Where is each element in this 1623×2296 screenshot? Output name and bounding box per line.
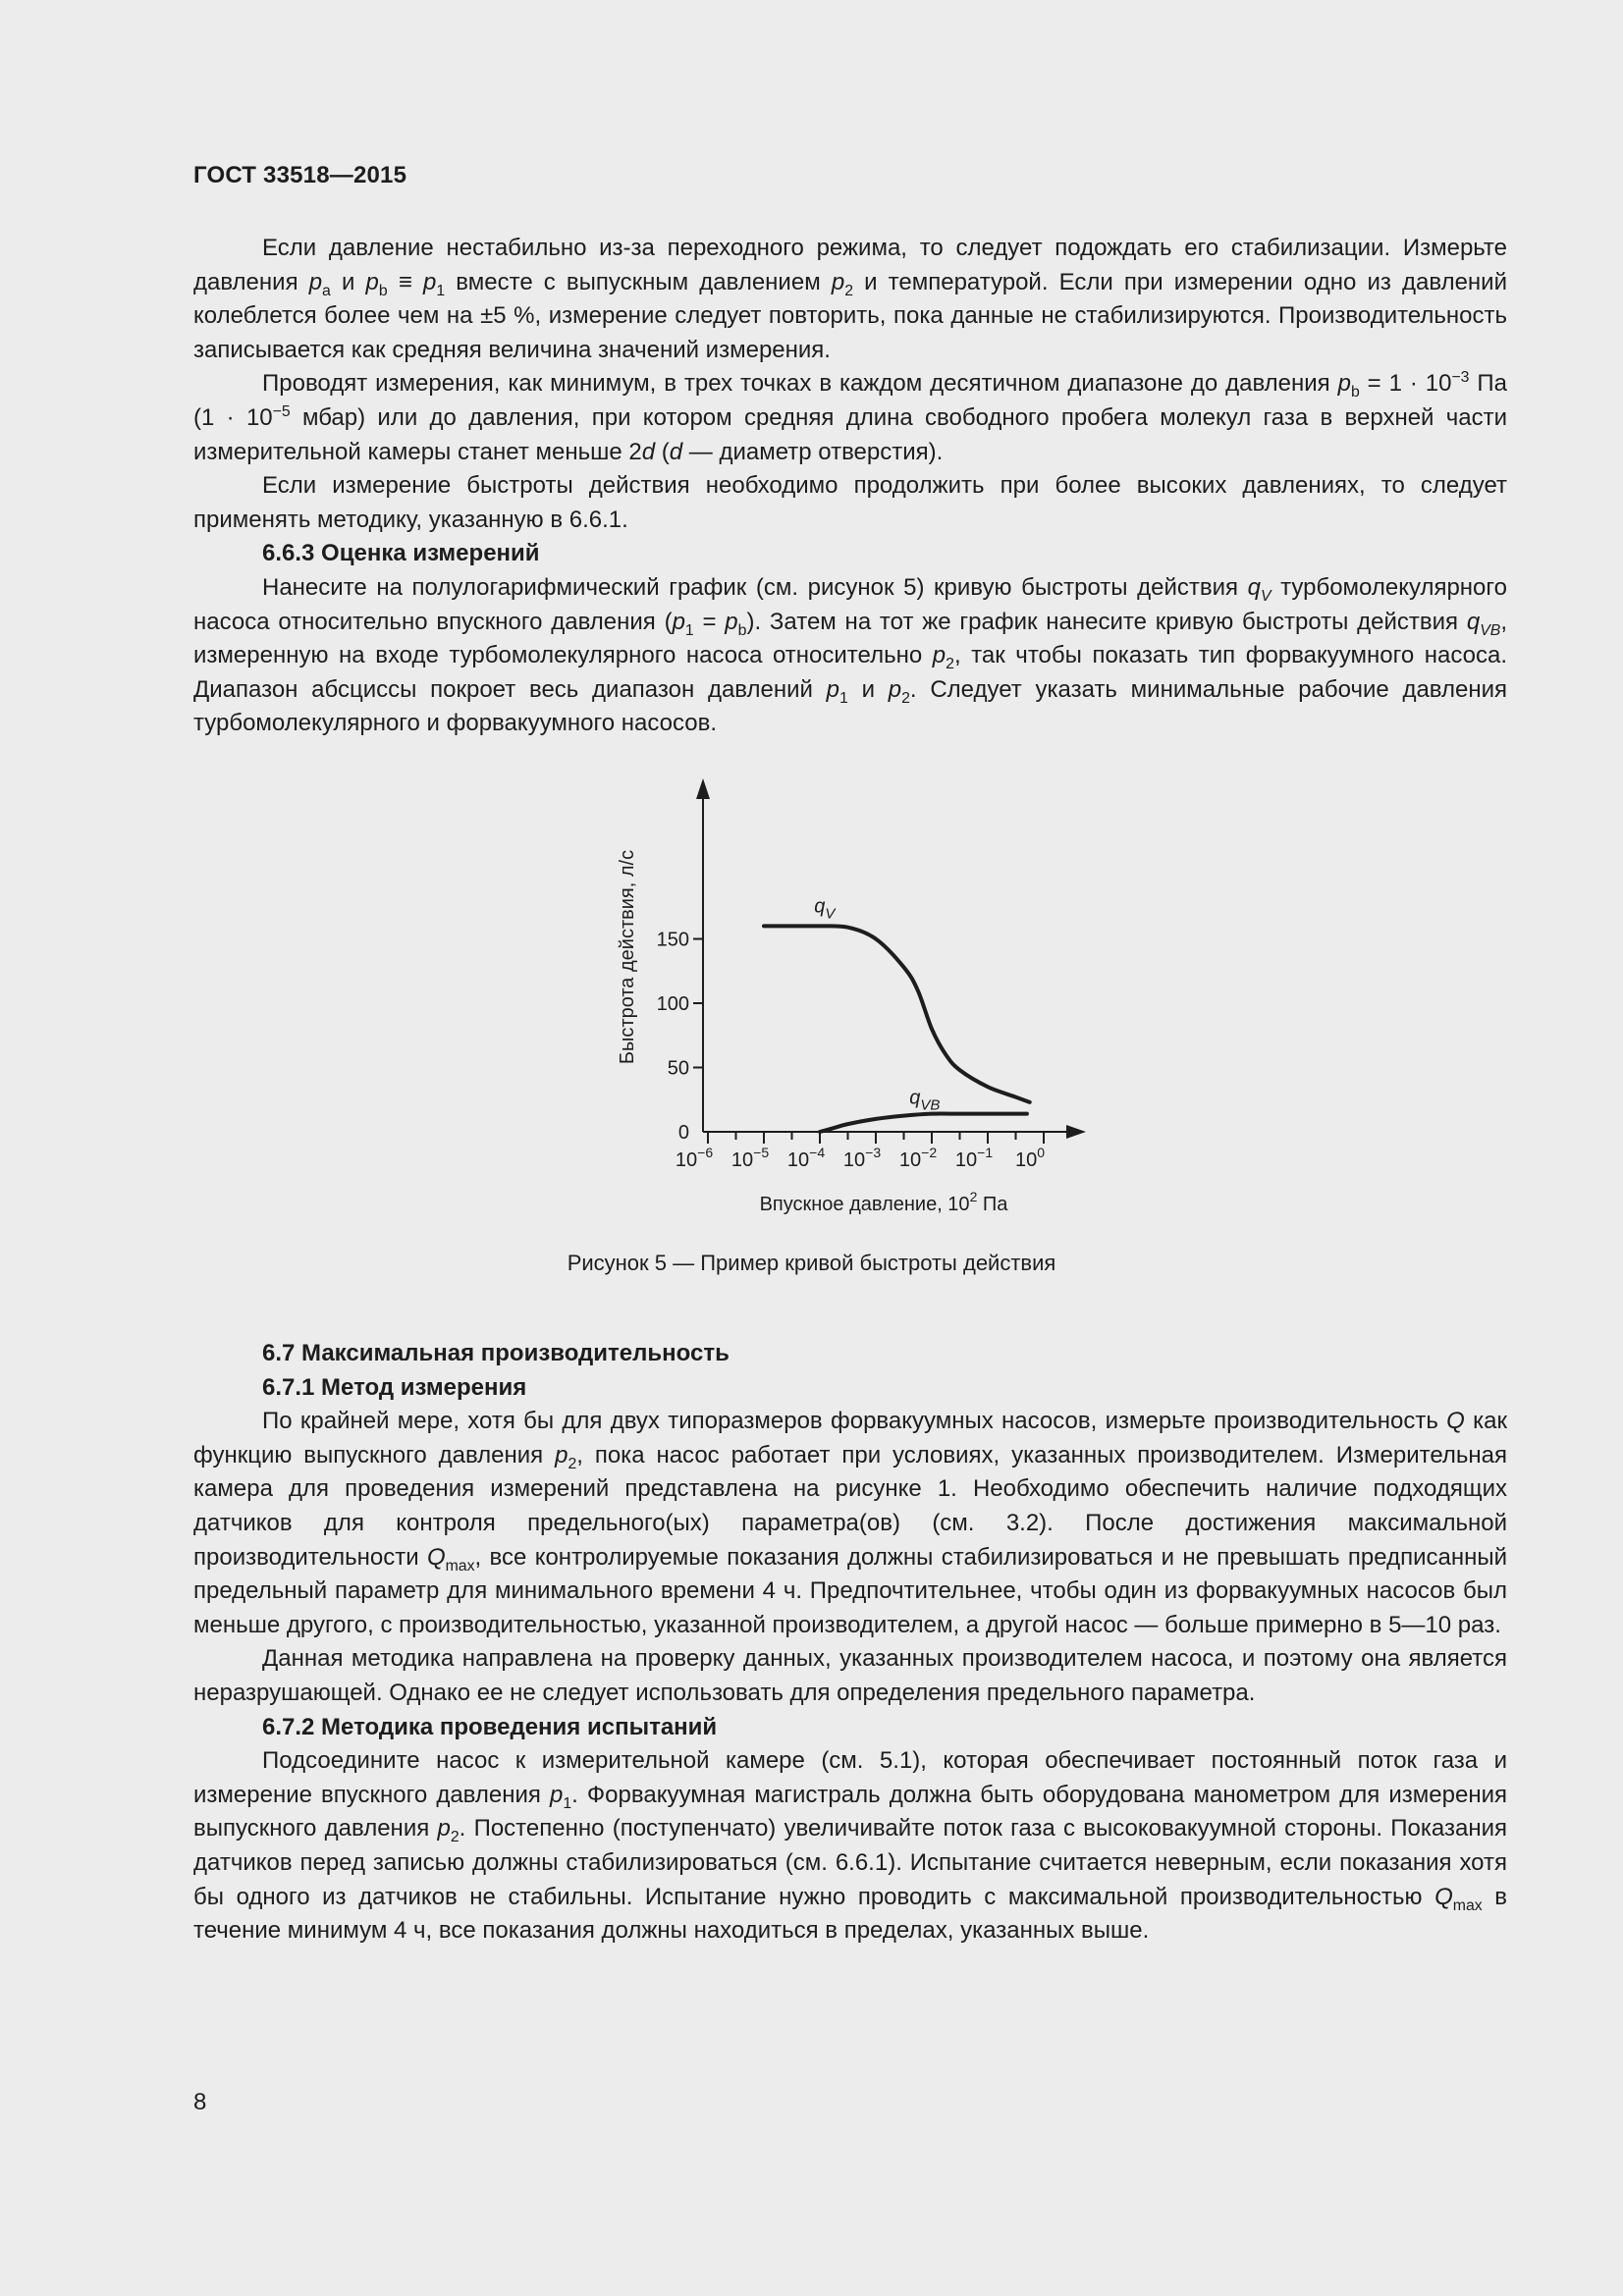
y-tick-label: 100 xyxy=(656,993,689,1015)
section-heading-6-7: 6.7 Максимальная производительность xyxy=(262,1340,730,1366)
y-axis-arrow xyxy=(696,778,710,799)
series-qV-line xyxy=(764,926,1030,1102)
paragraph: Если давление нестабильно из-за переходного режима, то следует подождать его стабилизации. Измерьте давления $p_a$ и $p_b \equiv p_1$ вместе с выпускным давлением $p_2$ и температурой. Если при измерении одно из давлений колеблется более чем на ±5 %, измерение следует повторить, пока данные не стабилизируются. Производительность записывается как средняя величина значений измерения. xyxy=(193,235,1507,363)
x-tick-label: $10^{-1}$ xyxy=(954,1145,994,1171)
paragraph: Данная методика направлена на проверку данных, указанных производителем насоса, и поэтому она является неразрушающей. Однако ее не следует использовать для определения предельного параметра. xyxy=(193,1645,1507,1706)
paragraph: Нанесите на полулогарифмический график (см. рисунок 5) кривую быстроты действия $q_V$ турбомолекулярного насоса относительно впускного давления $(p_1 = p_b)$. Затем на тот же график нанесите кривую быстроты действия $q_{VB}$, измеренную на входе турбомолекулярного насоса относительно $p_2$, так чтобы показать тип форвакуумного насоса. Диапазон абсциссы покроет весь диапазон давлений $p_1$ и $p_2$. Следует указать минимальные рабочие давления турбомолекулярного и форвакуумного насосов. xyxy=(193,573,1508,737)
x-tick-label: $10^0$ xyxy=(1014,1145,1046,1171)
paragraph: Проводят измерения, как минимум, в трех точках в каждом десятичном диапазоне до давления $p_b = 1 \cdot 10^{-3}$ Па ($1 \cdot 10^{-5}$ мбар) или до давления, при котором средняя длина свободного пробега молекул газа в верхней части измерительной камеры станет меньше 2d (d — диаметр отверстия). xyxy=(193,369,1508,465)
x-tick-label: $10^{-6}$ xyxy=(675,1145,714,1171)
paragraph: Подсоедините насос к измерительной камере (см. 5.1), которая обеспечивает постоянный поток газа и измерение впускного давления $p_1$. Форвакуумная магистраль должна быть оборудована манометром для измерения выпускного давления $p_2$. Постепенно (поступенчато) увеличивайте поток газа с высоковакуумной стороны. Показания датчиков перед записью должны стабилизироваться (см. 6.6.1). Испытание считается неверным, если показания хотя бы одного из датчиков не стабильны. Испытание нужно проводить с максимальной производительностью $Q_{max}$ в течение минимум 4 ч, все показания должны находиться в пределах, указанных выше. xyxy=(193,1747,1508,1945)
x-tick-label: $10^{-2}$ xyxy=(898,1145,938,1171)
series-qV-label: $q_V$ xyxy=(814,895,836,923)
speed-curve-figure xyxy=(589,766,1139,1227)
y-tick-label: 150 xyxy=(656,929,689,951)
x-tick-label: $10^{-5}$ xyxy=(730,1145,770,1171)
series-qVB-label: $q_{VB}$ xyxy=(909,1087,941,1114)
x-axis-arrow xyxy=(1066,1125,1086,1139)
text-block-6-7 xyxy=(193,1337,1507,1949)
document-header: ГОСТ 33518—2015 xyxy=(193,162,407,188)
page-number: 8 xyxy=(193,2089,207,2115)
section-heading-6-7-1: 6.7.1 Метод измерения xyxy=(262,1373,527,1401)
paragraph: Если измерение быстроты действия необходимо продолжить при более высоких давлениях, то следует применять методику, указанную в 6.6.1. xyxy=(193,472,1507,533)
series-qVB-line xyxy=(820,1114,1027,1132)
speed-curve-chart xyxy=(589,766,1139,1227)
x-axis-label: Впускное давление, $10^2$ Па xyxy=(759,1189,1008,1215)
section-heading-6-6-3: 6.6.3 Оценка измерений xyxy=(262,540,540,567)
section-heading-6-7-2: 6.7.2 Методика проведения испытаний xyxy=(262,1713,718,1740)
paragraph: По крайней мере, хотя бы для двух типоразмеров форвакуумных насосов, измерьте производительность Q как функцию выпускного давления $p_2$, пока насос работает при условиях, указанных производителем. Измерительная камера для проведения измерений представлена на рисунке 1. Необходимо обеспечить наличие подходящих датчиков для контроля предельного(ых) параметра(ов) (см. 3.2). После достижения максимальной производительности $Q_{max}$, все контролируемые показания должны стабилизироваться и не превышать предписанный предельный параметр для минимального времени 4 ч. Предпочтительнее, чтобы один из форвакуумных насосов был меньше другого, с производительностью, указанной производителем, а другой насос — больше примерно в 5—10 раз. xyxy=(193,1408,1508,1638)
x-tick-label: $10^{-3}$ xyxy=(842,1145,882,1171)
y-tick-label: 0 xyxy=(677,1122,689,1144)
x-tick-label: $10^{-4}$ xyxy=(786,1145,826,1171)
y-axis-label: Быстрота действия, л/с xyxy=(617,849,638,1065)
text-block-6-6 xyxy=(193,232,1507,741)
y-tick-label: 50 xyxy=(667,1057,689,1080)
figure-caption: Рисунок 5 — Пример кривой быстроты действия xyxy=(567,1251,1056,1275)
